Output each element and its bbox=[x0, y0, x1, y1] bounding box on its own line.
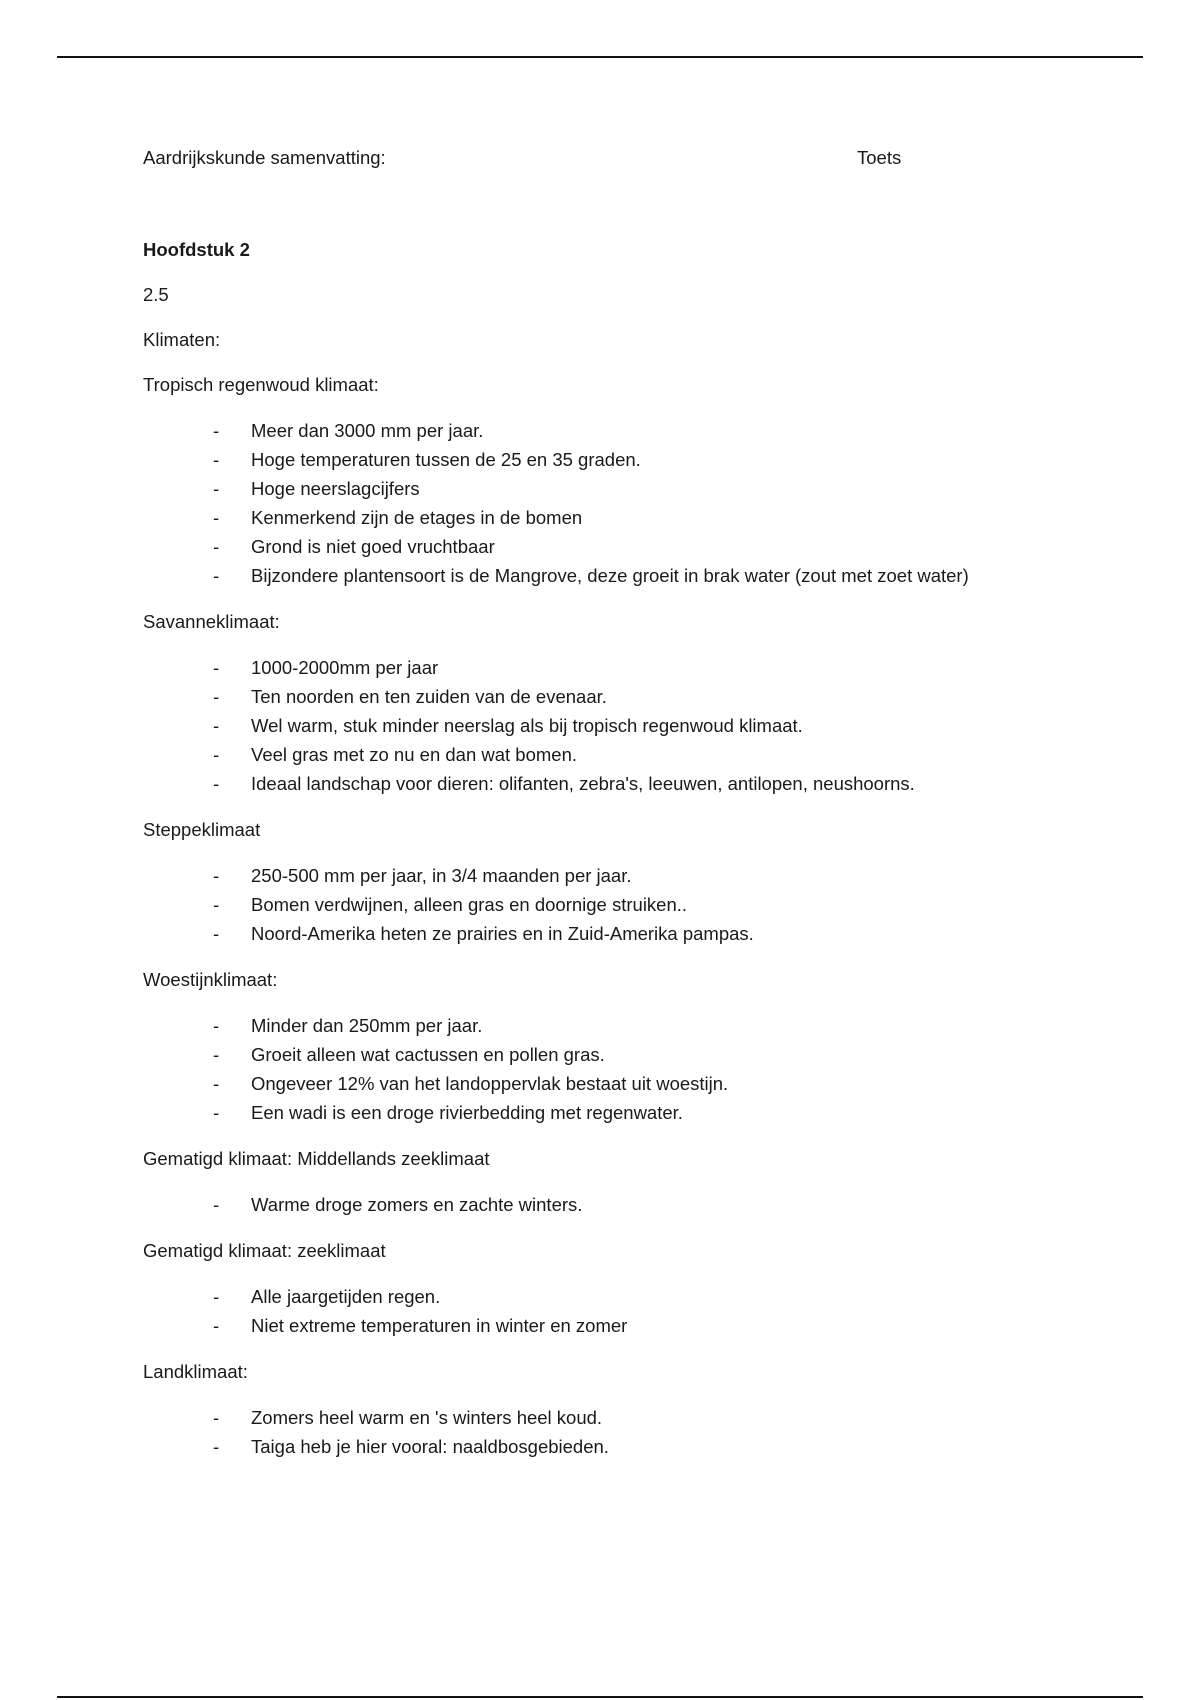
list-item-text: 1000-2000mm per jaar bbox=[251, 657, 439, 678]
list-item bbox=[143, 503, 1083, 532]
list-item-text: Noord-Amerika heten ze prairies en in Zuid-Amerika pampas. bbox=[251, 923, 754, 944]
list-item bbox=[143, 682, 1083, 711]
section-title: Gematigd klimaat: Middellands zeeklimaat bbox=[143, 1148, 490, 1169]
list-item bbox=[143, 919, 1083, 948]
bullet-list bbox=[143, 416, 1083, 590]
climate-sections bbox=[143, 372, 1083, 1461]
bullet-dash: - bbox=[213, 1102, 220, 1123]
list-item-text: Hoge neerslagcijfers bbox=[251, 478, 420, 499]
list-item-text: Zomers heel warm en 's winters heel koud. bbox=[251, 1407, 603, 1428]
bullet-dash: - bbox=[213, 1015, 220, 1036]
header-rule bbox=[57, 56, 1143, 58]
list-item bbox=[143, 445, 1083, 474]
list-item bbox=[143, 1011, 1083, 1040]
bullet-dash: - bbox=[213, 565, 220, 586]
bullet-list bbox=[143, 1190, 1083, 1219]
bullet-dash: - bbox=[213, 1407, 220, 1428]
list-item-text: Groeit alleen wat cactussen en pollen gras. bbox=[251, 1044, 605, 1065]
bullet-dash: - bbox=[213, 507, 220, 528]
list-item bbox=[143, 532, 1083, 561]
topic-heading: Klimaten: bbox=[143, 329, 221, 350]
list-item-text: Ongeveer 12% van het landoppervlak bestaat uit woestijn. bbox=[251, 1073, 729, 1094]
list-item-text: Ten noorden en ten zuiden van de evenaar. bbox=[251, 686, 607, 707]
bullet-dash: - bbox=[213, 773, 220, 794]
list-item bbox=[143, 1403, 1083, 1432]
list-item-text: Niet extreme temperaturen in winter en zomer bbox=[251, 1315, 628, 1336]
list-item-text: Grond is niet goed vruchtbaar bbox=[251, 536, 495, 557]
list-item-text: Wel warm, stuk minder neerslag als bij tropisch regenwoud klimaat. bbox=[251, 715, 803, 736]
section-title: Tropisch regenwoud klimaat: bbox=[143, 374, 379, 395]
chapter-heading: Hoofdstuk 2 bbox=[143, 239, 250, 260]
bullet-dash: - bbox=[213, 657, 220, 678]
document-title: Aardrijkskunde samenvatting: bbox=[143, 147, 386, 168]
list-item-text: Bomen verdwijnen, alleen gras en doornige struiken.. bbox=[251, 894, 688, 915]
footer-rule bbox=[57, 1696, 1143, 1698]
list-item-text: Kenmerkend zijn de etages in de bomen bbox=[251, 507, 583, 528]
bullet-dash: - bbox=[213, 1315, 220, 1336]
document-body bbox=[143, 145, 1083, 1461]
section-title: Savanneklimaat: bbox=[143, 611, 280, 632]
bullet-dash: - bbox=[213, 894, 220, 915]
list-item bbox=[143, 890, 1083, 919]
list-item bbox=[143, 1311, 1083, 1340]
list-item bbox=[143, 1098, 1083, 1127]
bullet-dash: - bbox=[213, 686, 220, 707]
bullet-list bbox=[143, 1011, 1083, 1127]
list-item bbox=[143, 769, 1083, 798]
document-subtitle: Toets bbox=[857, 147, 902, 168]
bullet-dash: - bbox=[213, 1194, 220, 1215]
bullet-list bbox=[143, 1282, 1083, 1340]
bullet-dash: - bbox=[213, 1286, 220, 1307]
list-item-text: Warme droge zomers en zachte winters. bbox=[251, 1194, 583, 1215]
list-item bbox=[143, 474, 1083, 503]
list-item bbox=[143, 861, 1083, 890]
paragraph-number: 2.5 bbox=[143, 284, 169, 305]
list-item-text: Minder dan 250mm per jaar. bbox=[251, 1015, 483, 1036]
section-title: Gematigd klimaat: zeeklimaat bbox=[143, 1240, 386, 1261]
list-item bbox=[143, 653, 1083, 682]
section-title: Landklimaat: bbox=[143, 1361, 248, 1382]
list-item bbox=[143, 1432, 1083, 1461]
list-item-text: Veel gras met zo nu en dan wat bomen. bbox=[251, 744, 578, 765]
bullet-list bbox=[143, 653, 1083, 798]
document-header bbox=[143, 145, 1083, 171]
bullet-dash: - bbox=[213, 865, 220, 886]
list-item bbox=[143, 561, 1083, 590]
list-item bbox=[143, 1040, 1083, 1069]
section-title: Woestijnklimaat: bbox=[143, 969, 278, 990]
list-item-text: Bijzondere plantensoort is de Mangrove, deze groeit in brak water (zout met zoet water) bbox=[251, 565, 969, 586]
bullet-dash: - bbox=[213, 536, 220, 557]
bullet-dash: - bbox=[213, 1044, 220, 1065]
bullet-dash: - bbox=[213, 420, 220, 441]
bullet-list bbox=[143, 861, 1083, 948]
section-title: Steppeklimaat bbox=[143, 819, 261, 840]
list-item bbox=[143, 1282, 1083, 1311]
bullet-dash: - bbox=[213, 715, 220, 736]
list-item-text: Meer dan 3000 mm per jaar. bbox=[251, 420, 484, 441]
list-item-text: Taiga heb je hier vooral: naaldbosgebieden. bbox=[251, 1436, 609, 1457]
bullet-dash: - bbox=[213, 1073, 220, 1094]
list-item-text: 250-500 mm per jaar, in 3/4 maanden per jaar. bbox=[251, 865, 632, 886]
list-item bbox=[143, 1190, 1083, 1219]
bullet-dash: - bbox=[213, 923, 220, 944]
list-item-text: Hoge temperaturen tussen de 25 en 35 graden. bbox=[251, 449, 641, 470]
list-item-text: Een wadi is een droge rivierbedding met regenwater. bbox=[251, 1102, 683, 1123]
list-item bbox=[143, 711, 1083, 740]
list-item-text: Alle jaargetijden regen. bbox=[251, 1286, 441, 1307]
bullet-dash: - bbox=[213, 478, 220, 499]
bullet-dash: - bbox=[213, 1436, 220, 1457]
list-item bbox=[143, 740, 1083, 769]
list-item bbox=[143, 1069, 1083, 1098]
list-item-text: Ideaal landschap voor dieren: olifanten, zebra's, leeuwen, antilopen, neushoorns. bbox=[251, 773, 915, 794]
list-item bbox=[143, 416, 1083, 445]
bullet-dash: - bbox=[213, 449, 220, 470]
bullet-dash: - bbox=[213, 744, 220, 765]
bullet-list bbox=[143, 1403, 1083, 1461]
